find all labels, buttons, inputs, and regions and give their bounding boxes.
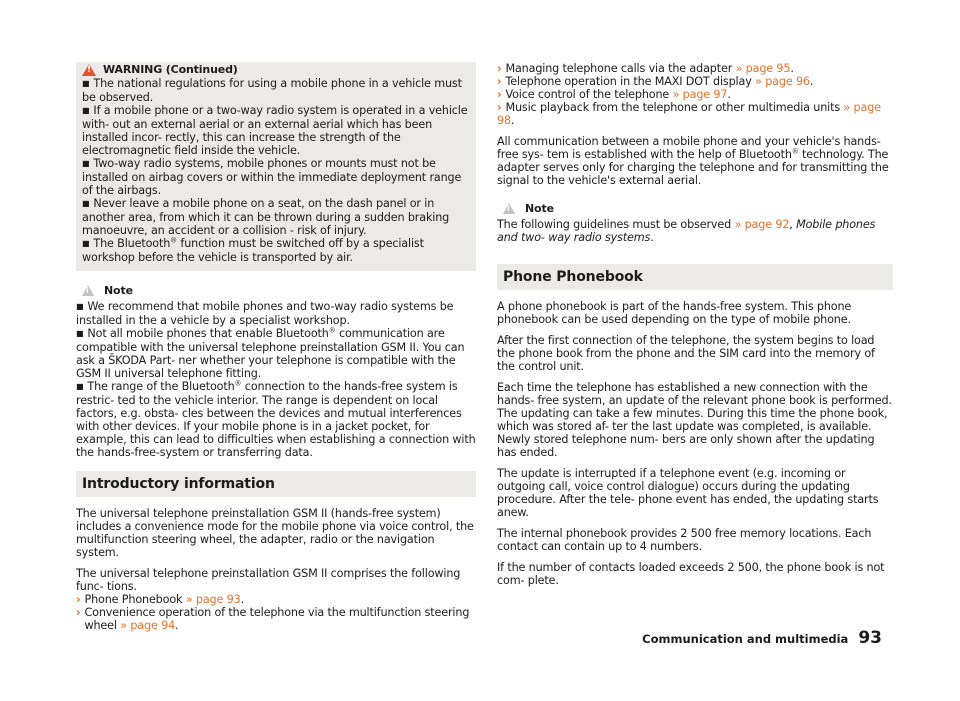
link-item[interactable]: › Voice control of the telephone » page 97. bbox=[497, 88, 731, 101]
link-item[interactable]: › Music playback from the telephone or other multimedia units » page 98. bbox=[497, 101, 881, 127]
footer-title: Communication and multimedia bbox=[642, 632, 849, 646]
note-title: Note bbox=[525, 202, 554, 215]
note-triangle-icon: i bbox=[82, 285, 94, 296]
section-heading-phonebook: Phone Phonebook bbox=[497, 264, 893, 290]
intro-paragraph: All communication between a mobile phone and your vehicle's hands-free sys- tem is established with the help of Bluetooth® technology. The adapter serves only for charging the telephone and for transmitting the signal to the vehicle's external aerial. bbox=[497, 135, 889, 187]
phonebook-paragraph: After the first connection of the telephone, the system begins to load the phone book from the phone and the SIM card into the memory of the control unit. bbox=[497, 334, 875, 373]
page-link[interactable]: » page 92 bbox=[734, 218, 790, 231]
page-link[interactable]: » page 95 bbox=[735, 62, 791, 75]
warning-item: ■ Never leave a mobile phone on a seat, on the dash panel or in another area, from which it can be thrown during a sudden braking manoeuvre, an accident or a collision - risk of injury. bbox=[82, 197, 470, 237]
warning-item: ■ The Bluetooth® function must be switched off by a specialist workshop before the vehicle is transported by air. bbox=[82, 237, 470, 264]
note-item: ■ The range of the Bluetooth® connection to the hands-free system is restric- ted to the vehicle interior. The range is dependent on local factors, e.g. obsta- cles between the devices and mutual interferences with other devices. If your mobile phone is in a jacket pocket, for example, this can lead to difficulties when establishing a connection with the hands-free-system or transferring data. bbox=[76, 380, 476, 459]
page-number: 93 bbox=[858, 628, 882, 648]
link-item[interactable]: › Managing telephone calls via the adapter » page 95. bbox=[497, 62, 794, 75]
intro-paragraph: The universal telephone preinstallation GSM II comprises the following func- tions. bbox=[76, 567, 461, 593]
warning-triangle-icon: ! bbox=[82, 64, 96, 76]
page-footer bbox=[642, 628, 882, 648]
right-column bbox=[497, 62, 893, 595]
note-triangle-icon: i bbox=[503, 203, 515, 214]
note-header bbox=[82, 283, 476, 298]
chevron-right-icon: › bbox=[497, 88, 502, 101]
phonebook-paragraph: The update is interrupted if a telephone event (e.g. incoming or outgoing call, voice control dialogue) occurs during the updating procedure. After the tele- phone event has ended, the updating starts anew. bbox=[497, 467, 879, 519]
chevron-right-icon: › bbox=[497, 75, 502, 88]
warning-item: ■ Two-way radio systems, mobile phones or mounts must not be installed on airbag covers or within the immediate deployment range of the airbags. bbox=[82, 157, 470, 197]
left-column bbox=[76, 62, 476, 632]
warning-item: ■ If a mobile phone or a two-way radio system is operated in a vehicle with- out an external aerial or an external aerial which has been installed incor- rectly, this can increase the strength of the electromagnetic field inside the vehicle. bbox=[82, 104, 470, 157]
chevron-right-icon: › bbox=[76, 593, 81, 606]
note-item: ■ We recommend that mobile phones and two-way radio systems be installed in the a vehicle by a specialist workshop. bbox=[76, 300, 476, 327]
note-title: Note bbox=[104, 284, 133, 297]
link-item[interactable]: › Convenience operation of the telephone via the multifunction steering wheel » page 94. bbox=[76, 606, 470, 632]
chevron-right-icon: › bbox=[497, 101, 502, 114]
page-link[interactable]: » page 94 bbox=[120, 619, 176, 632]
phonebook-paragraph: Each time the telephone has established a new connection with the hands- free system, an update of the relevant phone book is performed. The updating can take a few minutes. During this time the phone book, which was stored af- ter the last update was completed, is available. Newly stored telephone num- bers are only shown after the updating has ended. bbox=[497, 381, 892, 459]
chevron-right-icon: › bbox=[497, 62, 502, 75]
note-item: ■ Not all mobile phones that enable Bluetooth® communication are compatible with the universal telephone preinstallation GSM II. You can ask a ŠKODA Part- ner whether your telephone is compatible with the GSM II universal telephone fitting. bbox=[76, 327, 476, 380]
section-heading-intro: Introductory information bbox=[76, 471, 476, 497]
phonebook-paragraph: The internal phonebook provides 2 500 free memory locations. Each contact can contain up to 4 numbers. bbox=[497, 527, 872, 553]
note-header bbox=[503, 201, 893, 216]
link-item[interactable]: › Telephone operation in the MAXI DOT display » page 96. bbox=[497, 75, 814, 88]
warning-title: WARNING (Continued) bbox=[103, 63, 238, 76]
link-item[interactable]: › Phone Phonebook » page 93. bbox=[76, 593, 244, 606]
warning-header bbox=[82, 62, 470, 77]
intro-paragraph: The universal telephone preinstallation GSM II (hands-free system) includes a convenience mode for the mobile phone via voice control, the multifunction steering wheel, the adapter, radio or the navigation system. bbox=[76, 507, 474, 559]
page-link[interactable]: » page 96 bbox=[755, 75, 810, 88]
chevron-right-icon: › bbox=[76, 606, 81, 619]
phonebook-paragraph: If the number of contacts loaded exceeds 2 500, the phone book is not com- plete. bbox=[497, 561, 885, 587]
warning-box bbox=[76, 62, 476, 271]
phonebook-paragraph: A phone phonebook is part of the hands-free system. This phone phonebook can be used depending on the type of mobile phone. bbox=[497, 300, 852, 326]
note-text: The following guidelines must be observed » page 92, Mobile phones and two- way radio systems. bbox=[497, 218, 876, 244]
warning-item: ■ The national regulations for using a mobile phone in a vehicle must be observed. bbox=[82, 77, 470, 104]
page-link[interactable]: » page 98 bbox=[497, 101, 881, 127]
page-link[interactable]: » page 97 bbox=[672, 88, 728, 101]
page-link[interactable]: » page 93 bbox=[185, 593, 241, 606]
